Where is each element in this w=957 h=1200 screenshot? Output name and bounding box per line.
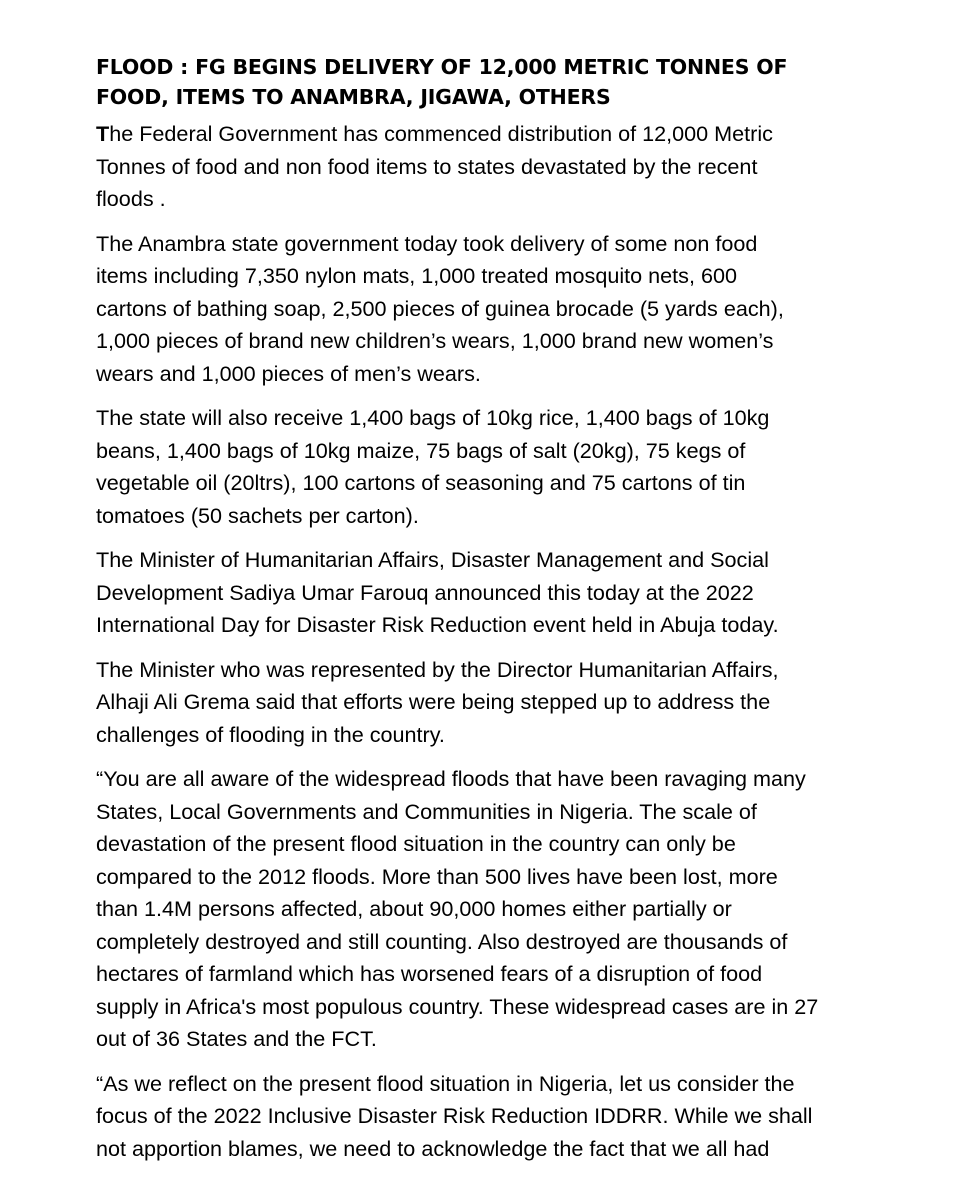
paragraph-line: International Day for Disaster Risk Reduction event held in Abuja today. xyxy=(96,612,779,637)
paragraph-line: devastation of the present flood situation in the country can only be xyxy=(96,831,736,856)
paragraph-line: States, Local Governments and Communities in Nigeria. The scale of xyxy=(96,798,757,824)
document-page xyxy=(96,52,876,1177)
paragraph-line: Tonnes of food and non food items to states devastated by the recent xyxy=(96,153,758,179)
paragraph-line: tomatoes (50 sachets per carton). xyxy=(96,502,419,528)
paragraph-line: not apportion blames, we need to acknowledge the fact that we all had xyxy=(96,1135,770,1161)
paragraph-line: hectares of farmland which has worsened fears of a disruption of food xyxy=(96,961,763,986)
paragraph-anambra-delivery xyxy=(96,228,876,391)
paragraph-line: cartons of bathing soap, 2,500 pieces of guinea brocade (5 yards each), xyxy=(96,295,784,321)
paragraph-quote-reflection xyxy=(96,1068,876,1166)
paragraph-line: “You are all aware of the widespread floods that have been ravaging many xyxy=(96,766,806,791)
article-headline xyxy=(96,52,876,112)
paragraph-minister-announcement xyxy=(96,544,876,642)
paragraph-line: The Minister of Humanitarian Affairs, Disaster Management and Social xyxy=(96,547,769,572)
paragraph-line: “As we reflect on the present flood situation in Nigeria, let us consider the xyxy=(96,1070,795,1096)
paragraph-line: The Anambra state government today took delivery of some non food xyxy=(96,230,758,256)
paragraph-line: 1,000 pieces of brand new children’s wears, 1,000 brand new women’s xyxy=(96,328,774,353)
headline-line: FOOD, ITEMS TO ANAMBRA, JIGAWA, OTHERS xyxy=(96,85,611,109)
paragraph-food-items xyxy=(96,402,876,532)
paragraph-line: supply in Africa's most populous country. These widespread cases are in 27 xyxy=(96,993,819,1019)
paragraph-line: wears and 1,000 pieces of men’s wears. xyxy=(96,360,481,386)
paragraph-line: The Minister who was represented by the Director Humanitarian Affairs, xyxy=(96,656,779,682)
paragraph-line: Development Sadiya Umar Farouq announced this today at the 2022 xyxy=(96,579,754,605)
drop-letter: T xyxy=(96,121,110,146)
paragraph-line: Alhaji Ali Grema said that efforts were being stepped up to address the xyxy=(96,689,771,714)
paragraph-line: floods . xyxy=(96,186,166,211)
paragraph-line: focus of the 2022 Inclusive Disaster Risk Reduction IDDRR. While we shall xyxy=(96,1103,813,1128)
paragraph-line: he Federal Government has commenced distribution of 12,000 Metric xyxy=(109,121,773,146)
paragraph-line: challenges of flooding in the country. xyxy=(96,721,445,747)
paragraph-line: items including 7,350 nylon mats, 1,000 treated mosquito nets, 600 xyxy=(96,263,738,288)
paragraph-line: than 1.4M persons affected, about 90,000 homes either partially or xyxy=(96,896,732,921)
paragraph-line: completely destroyed and still counting. Also destroyed are thousands of xyxy=(96,928,788,954)
paragraph-line: vegetable oil (20ltrs), 100 cartons of seasoning and 75 cartons of tin xyxy=(96,470,746,495)
paragraph-line: beans, 1,400 bags of 10kg maize, 75 bags of salt (20kg), 75 kegs of xyxy=(96,437,746,463)
paragraph-minister-representative xyxy=(96,654,876,752)
paragraph-line: The state will also receive 1,400 bags of 10kg rice, 1,400 bags of 10kg xyxy=(96,405,770,430)
paragraph-line: out of 36 States and the FCT. xyxy=(96,1026,377,1051)
paragraph-intro xyxy=(96,118,876,216)
paragraph-line: compared to the 2012 floods. More than 500 lives have been lost, more xyxy=(96,863,778,889)
headline-line: FLOOD : FG BEGINS DELIVERY OF 12,000 METRIC TONNES OF xyxy=(96,55,788,79)
paragraph-quote-floods xyxy=(96,763,876,1056)
